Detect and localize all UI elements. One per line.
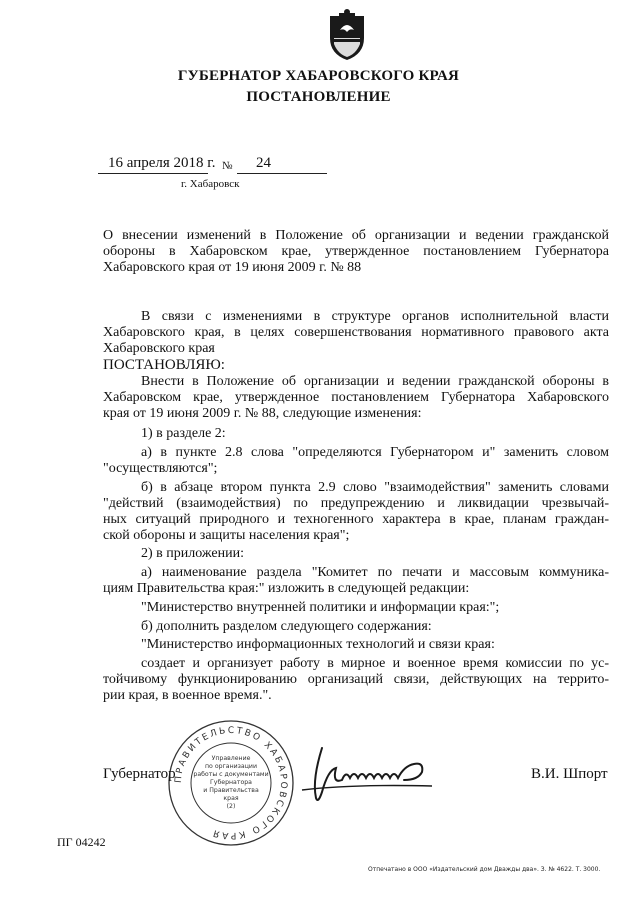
form-code: ПГ 04242 xyxy=(57,835,106,849)
handwritten-signature xyxy=(292,740,442,810)
date-underline xyxy=(98,173,208,174)
svg-text:ПРАВИТЕЛЬСТВО ХАБАРОВСКОГО КРА: ПРАВИТЕЛЬСТВО ХАБАРОВСКОГО КРАЯ xyxy=(173,725,289,841)
number-sign: № xyxy=(222,160,233,172)
document-number: 24 xyxy=(256,155,271,171)
city-label: г. Хабаровск xyxy=(181,178,240,190)
printer-note: Отпечатано в ООО «Издательский дом Дважды два». З. № 4622. Т. 3000. xyxy=(368,866,601,873)
document-date: 16 апреля 2018 г. xyxy=(108,155,216,171)
svg-text:края: края xyxy=(223,795,239,802)
resolution-keyword: ПОСТАНОВЛЯЮ: xyxy=(103,357,225,373)
svg-text:работы с документами: работы с документами xyxy=(193,771,269,778)
body-line: создает и организует работу в мирное и военное время комиссии по ус- xyxy=(141,656,609,671)
body-line: Хабаровского края, в целях совершенствования нормативного правового акта xyxy=(103,325,609,340)
official-stamp xyxy=(166,718,296,848)
body-line: "Министерство внутренней политики и информации края:"; xyxy=(141,600,500,615)
body-line: ных ситуаций природного и техногенного характера в крае, планам граждан- xyxy=(103,512,609,527)
signatory-name: В.И. Шпорт xyxy=(531,766,608,782)
body-line: Хабаровского края xyxy=(103,341,215,356)
coat-of-arms-emblem xyxy=(326,8,368,62)
svg-text:Управление: Управление xyxy=(211,755,251,762)
body-line: тойчивому функционированию организаций связи, действующих на террито- xyxy=(103,672,609,687)
number-underline xyxy=(237,173,327,174)
subject-line-3: Хабаровского края от 19 июня 2009 г. № 88 xyxy=(103,260,362,275)
body-line: а) наименование раздела "Комитет по печати и массовым коммуника- xyxy=(141,565,609,580)
body-line: "осуществляются"; xyxy=(103,461,218,476)
body-line: Хабаровском крае, утвержденное постановлением Губернатора Хабаровского xyxy=(103,390,609,405)
body-line: б) в абзаце втором пункта 2.9 слово "взаимодействия" заменить словами xyxy=(141,480,609,495)
body-line: "действий (взаимодействия) по предупреждению и ликвидации чрезвычай- xyxy=(103,496,609,511)
svg-text:и Правительства: и Правительства xyxy=(203,787,259,794)
svg-text:(2): (2) xyxy=(226,803,236,810)
body-line: В связи с изменениями в структуре органов исполнительной власти xyxy=(141,309,609,324)
body-line: рии края, в военное время.". xyxy=(103,688,272,703)
body-line: края от 19 июня 2009 г. № 88, следующие изменения: xyxy=(103,406,422,421)
body-line: ской обороны и защиты населения края"; xyxy=(103,528,350,543)
body-line: а) в пункте 2.8 слова "определяются Губернатором и" заменить словом xyxy=(141,445,609,460)
body-line: циям Правительства края:" изложить в следующей редакции: xyxy=(103,581,470,596)
document-authority-title: ГУБЕРНАТОР ХАБАРОВСКОГО КРАЯ xyxy=(177,68,460,84)
body-line: Внести в Положение об организации и ведении гражданской обороны в xyxy=(141,374,609,389)
signatory-position: Губернатор xyxy=(103,766,176,782)
body-line: 2) в приложении: xyxy=(141,546,244,561)
subject-line-2: обороны в Хабаровском крае, утвержденное постановлением Губернатора xyxy=(103,244,609,259)
body-line: б) дополнить разделом следующего содержания: xyxy=(141,619,432,634)
body-line: "Министерство информационных технологий и связи края: xyxy=(141,637,495,652)
document-type-title: ПОСТАНОВЛЕНИЕ xyxy=(246,89,391,105)
svg-text:Губернатора: Губернатора xyxy=(210,779,252,786)
svg-text:по организации: по организации xyxy=(205,763,257,770)
subject-line-1: О внесении изменений в Положение об организации и ведении гражданской xyxy=(103,228,609,243)
body-line: 1) в разделе 2: xyxy=(141,426,226,441)
